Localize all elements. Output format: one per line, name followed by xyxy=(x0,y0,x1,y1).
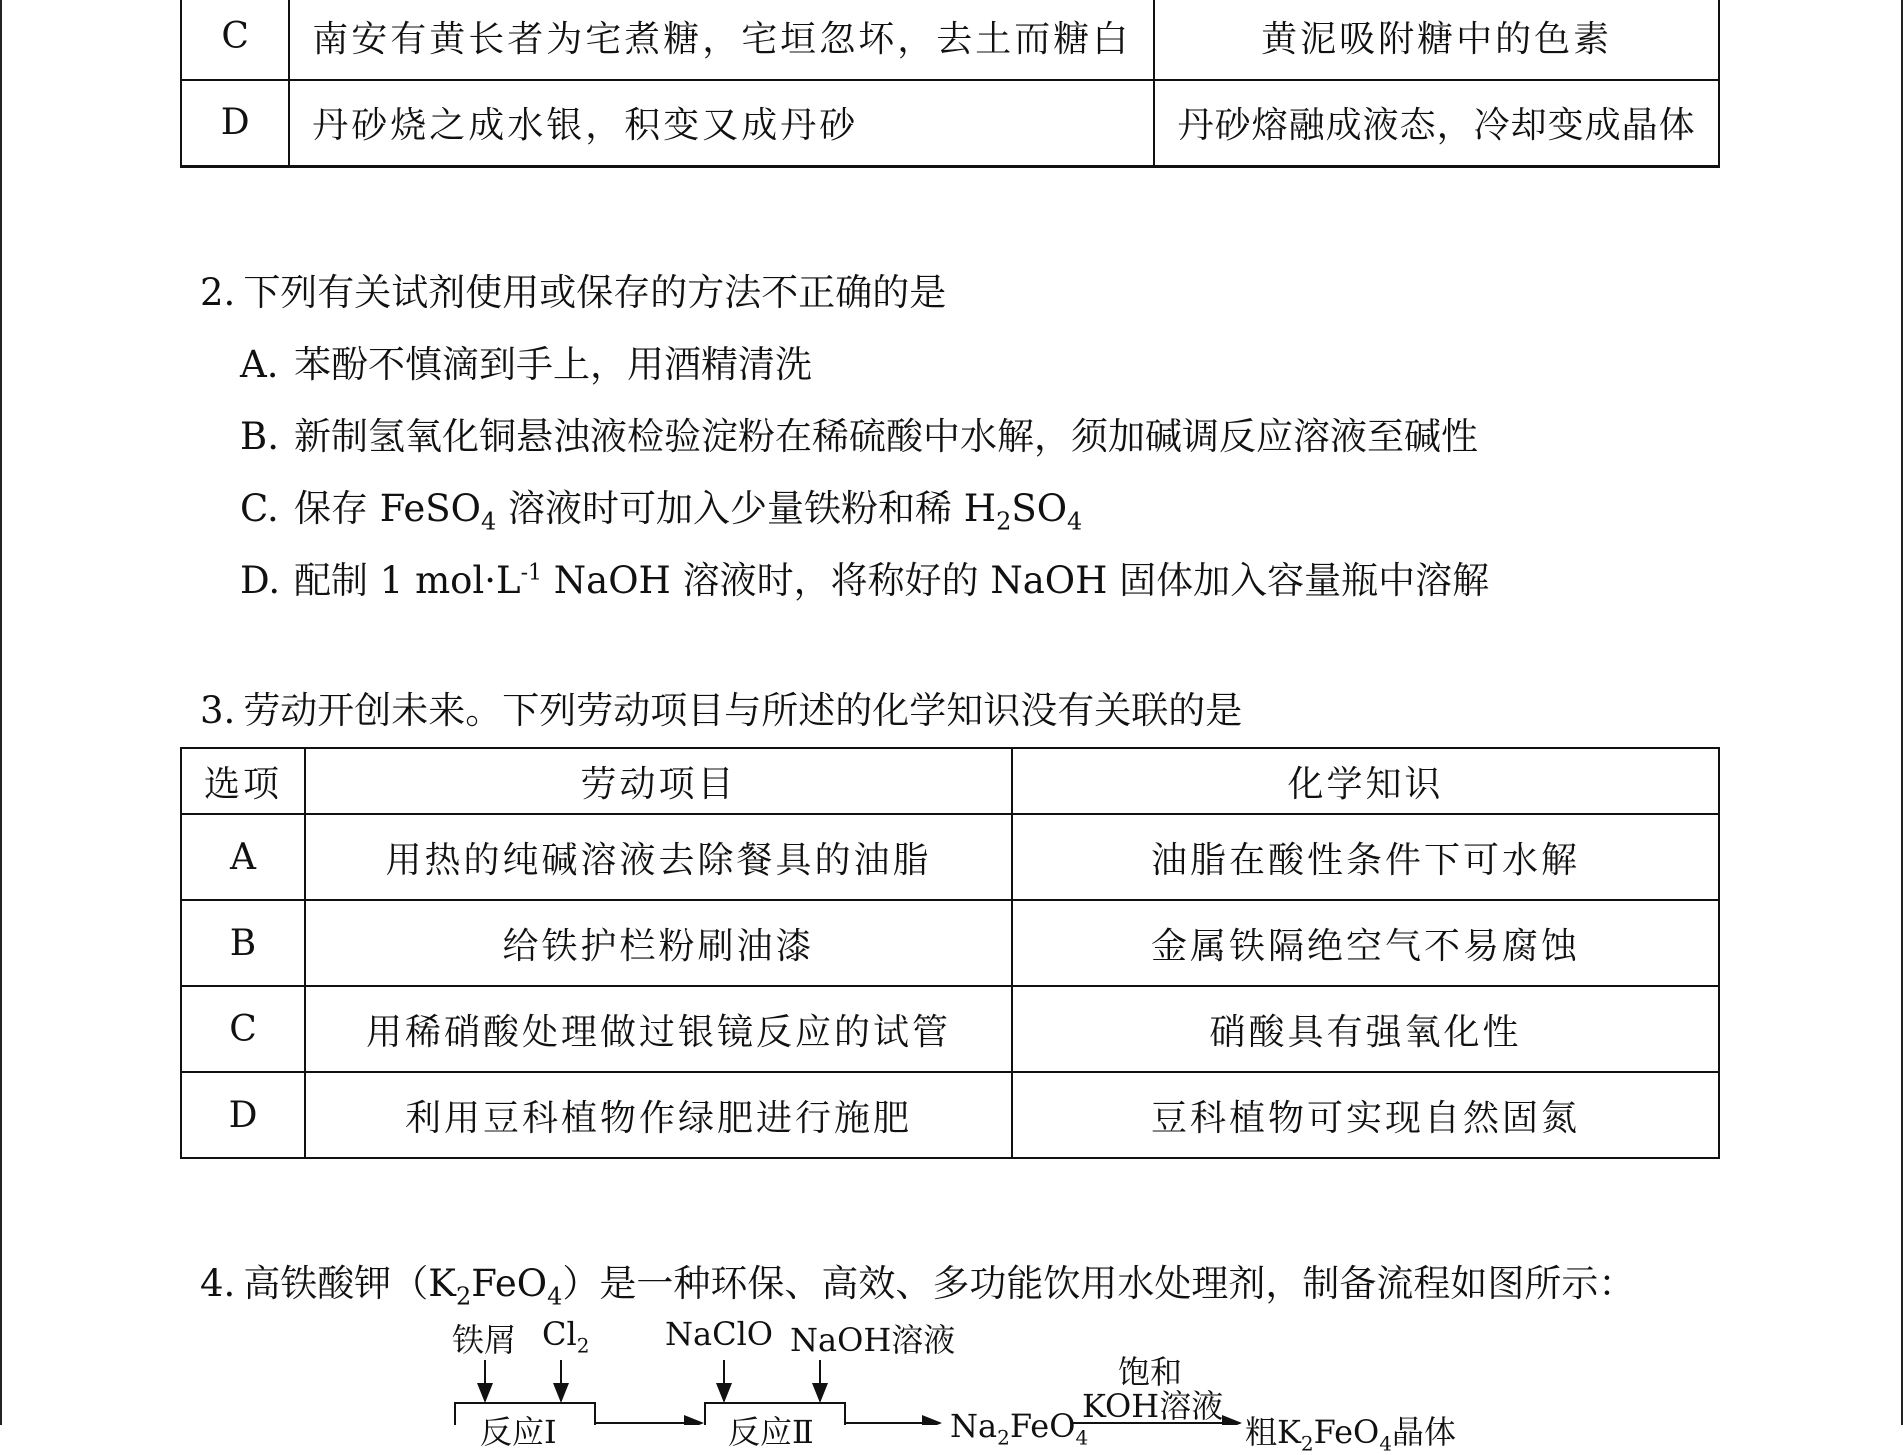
q3-options-table xyxy=(180,747,1720,1159)
label-na2feo4: $Na_2FeO_4$ xyxy=(950,1407,1089,1450)
header-project: 劳动项目 xyxy=(305,748,1012,814)
table-header-row xyxy=(181,748,1719,814)
label-naoh-solution: NaOH溶液 xyxy=(790,1321,956,1359)
q2-option-c xyxy=(240,478,1082,535)
labor-project: 利用豆科植物作绿肥进行施肥 xyxy=(305,1072,1012,1158)
table-row xyxy=(181,814,1719,900)
label-koh-solution: KOH溶液 xyxy=(1082,1387,1224,1425)
labor-project: 用稀硝酸处理做过银镜反应的试管 xyxy=(305,986,1012,1072)
question-text: 高铁酸钾$(K_2FeO_4)$是一种环保、高效、多功能饮用水处理剂，制备流程如图所示： xyxy=(243,1262,1636,1311)
question-number: 2. xyxy=(200,271,236,314)
option-text: 南安有黄长者为宅煮糖，宅垣忽坏，去土而糖白 xyxy=(289,0,1154,80)
q4-stem xyxy=(200,1253,1635,1310)
table-row xyxy=(181,0,1719,80)
q2-option-d xyxy=(240,550,1489,604)
option-letter: C. xyxy=(240,487,279,530)
q2-option-b xyxy=(240,406,1478,460)
option-letter: C xyxy=(181,986,305,1072)
q2-stem xyxy=(200,262,946,316)
question-text: 下列有关试剂使用或保存的方法不正确的是 xyxy=(243,271,947,314)
q3-stem xyxy=(200,680,1242,734)
table-row xyxy=(181,1072,1719,1158)
label-reaction-2: 反应Ⅱ xyxy=(728,1413,814,1451)
preparation-flow-diagram xyxy=(430,1315,1530,1455)
option-text: 新制氢氧化铜悬浊液检验淀粉在稀硫酸中水解，须加碱调反应溶液至碱性 xyxy=(294,415,1478,458)
chemistry-knowledge: 硝酸具有强氧化性 xyxy=(1012,986,1719,1072)
option-text: 保存 FeSO$_4$ 溶液时可加入少量铁粉和稀 $H_2SO_4$ xyxy=(294,487,1083,536)
option-letter: D xyxy=(181,80,289,166)
option-letter: A. xyxy=(240,343,279,386)
option-letter: A xyxy=(181,814,305,900)
question-number: 4. xyxy=(200,1262,236,1305)
labor-project: 给铁护栏粉刷油漆 xyxy=(305,900,1012,986)
option-letter: B. xyxy=(240,415,279,458)
header-knowledge: 化学知识 xyxy=(1012,748,1719,814)
label-reaction-1: 反应Ⅰ xyxy=(480,1413,557,1451)
label-naclo: NaClO xyxy=(665,1315,774,1353)
option-text: 配制 1 $mol\cdot L^{-1}$ NaOH 溶液时，将称好的 NaOH 固体加入容量瓶中溶解 xyxy=(294,559,1490,602)
q1-options-table xyxy=(180,0,1720,168)
option-letter: B xyxy=(181,900,305,986)
label-chlorine: $Cl_2$ xyxy=(542,1315,590,1358)
option-letter: D xyxy=(181,1072,305,1158)
option-letter: C xyxy=(181,0,289,80)
page-left-border xyxy=(0,0,2,1425)
option-text: 苯酚不慎滴到手上，用酒精清洗 xyxy=(294,343,812,386)
labor-project: 用热的纯碱溶液去除餐具的油脂 xyxy=(305,814,1012,900)
label-crude-k2feo4-crystal: 粗$K_2FeO_4$晶体 xyxy=(1245,1413,1457,1455)
chemistry-knowledge: 金属铁隔绝空气不易腐蚀 xyxy=(1012,900,1719,986)
table-row xyxy=(181,986,1719,1072)
option-text: 丹砂烧之成水银，积变又成丹砂 xyxy=(289,80,1154,166)
question-number: 3. xyxy=(200,689,236,732)
q2-option-a xyxy=(240,334,812,388)
question-text: 劳动开创未来。下列劳动项目与所述的化学知识没有关联的是 xyxy=(243,689,1243,732)
label-saturated: 饱和 xyxy=(1118,1353,1183,1391)
chemistry-knowledge: 豆科植物可实现自然固氮 xyxy=(1012,1072,1719,1158)
chemistry-knowledge: 油脂在酸性条件下可水解 xyxy=(1012,814,1719,900)
table-row xyxy=(181,900,1719,986)
option-explanation: 丹砂熔融成液态，冷却变成晶体 xyxy=(1154,80,1719,166)
header-option: 选项 xyxy=(181,748,305,814)
label-iron-scraps: 铁屑 xyxy=(452,1321,517,1359)
option-explanation: 黄泥吸附糖中的色素 xyxy=(1154,0,1719,80)
option-letter: D. xyxy=(240,559,281,602)
table-row xyxy=(181,80,1719,166)
